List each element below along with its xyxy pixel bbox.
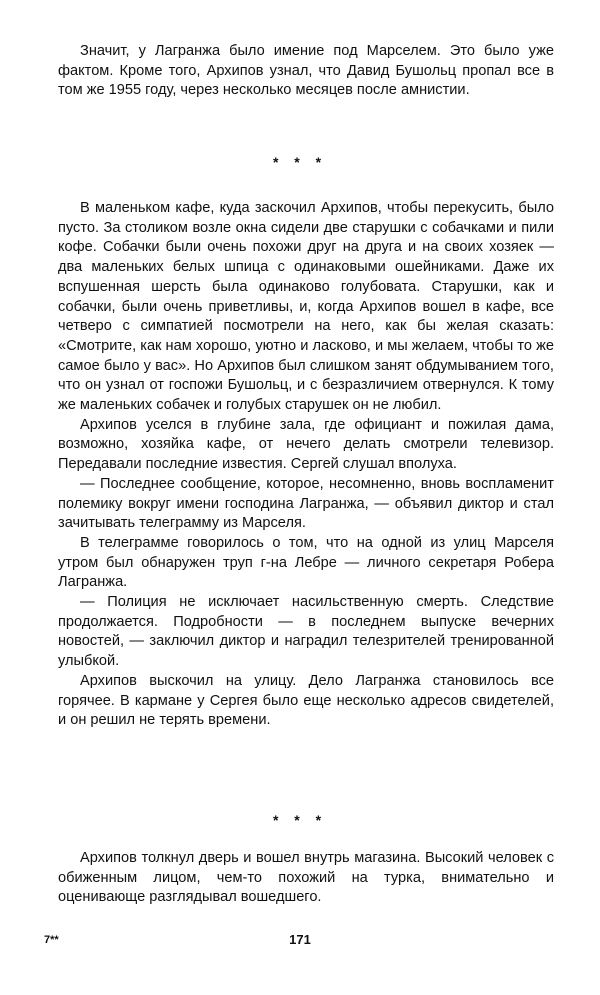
paragraph: Архипов выскочил на улицу. Дело Лагранжа становилось все горячее. В кармане у Сергея было еще несколько адресов свидетелей, и он решил не терять времени. (58, 672, 554, 729)
paragraph: Значит, у Лагранжа было имение под Марселем. Это было уже фактом. Кроме того, Архипов узнал, что Давид Бушольц пропал все в том же 1955 году, через несколько месяцев после амнистии. (58, 43, 554, 99)
paragraph: Архипов толкнул дверь и вошел внутрь магазина. Высокий человек с обиженным лицом, чем-то похожий на турка, внимательно и оценивающе разглядывал вошедшего. (58, 850, 554, 906)
section-separator: * * * (272, 812, 328, 828)
section-2-text (58, 199, 554, 731)
paragraph: В маленьком кафе, куда заскочил Архипов, чтобы перекусить, было пусто. За столиком возле окна сидели две старушки с собачками и пили кофе. Собачки были очень похожи друг на друга и на своих хозяек — два маленьких белых шпица с одинаковыми ошейниками. Даже их вспушенная шерсть была одинаково голубовата. Старушки, как и собачки, были очень приветливы, и, когда Архипов вошел в кафе, все четверо с симпатией посмотрели на него, как бы желая сказать: «Смотрите, как нам хорошо, уютно и ласково, и мы желаем, чтобы то же самое было у вас». Но Архипов был слишком занят обдумыванием того, что он узнал от госпожи Бушольц, и с безразличием отвернулся. К тому же маленьких собачек и голубых старушек он не любил. (58, 200, 554, 414)
section-3-text (58, 849, 554, 908)
printer-signature-mark: 7** (44, 934, 59, 946)
paragraph: В телеграмме говорилось о том, что на одной из улиц Марселя утром был обнаружен труп г-на Лебре — личного секретаря Робера Лагранжа. (58, 534, 554, 591)
paragraph: — Последнее сообщение, которое, несомненно, вновь воспламенит полемику вокруг имени господина Лагранжа, — объявил диктор и стал зачитывать телеграмму из Марселя. (58, 475, 554, 532)
paragraph: Архипов уселся в глубине зала, где официант и пожилая дама, возможно, хозяйка кафе, от нечего делать смотрели телевизор. Передавали последние известия. Сергей слушал вполуха. (58, 416, 554, 473)
paragraph: — Полиция не исключает насильственную смерть. Следствие продолжается. Подробности — в последнем выпуске вечерних новостей, — заключил диктор и наградил телезрителей тренированной улыбкой. (58, 594, 554, 670)
section-1-text (58, 42, 554, 101)
page-number: 171 (289, 932, 311, 947)
section-separator: * * * (272, 154, 328, 170)
